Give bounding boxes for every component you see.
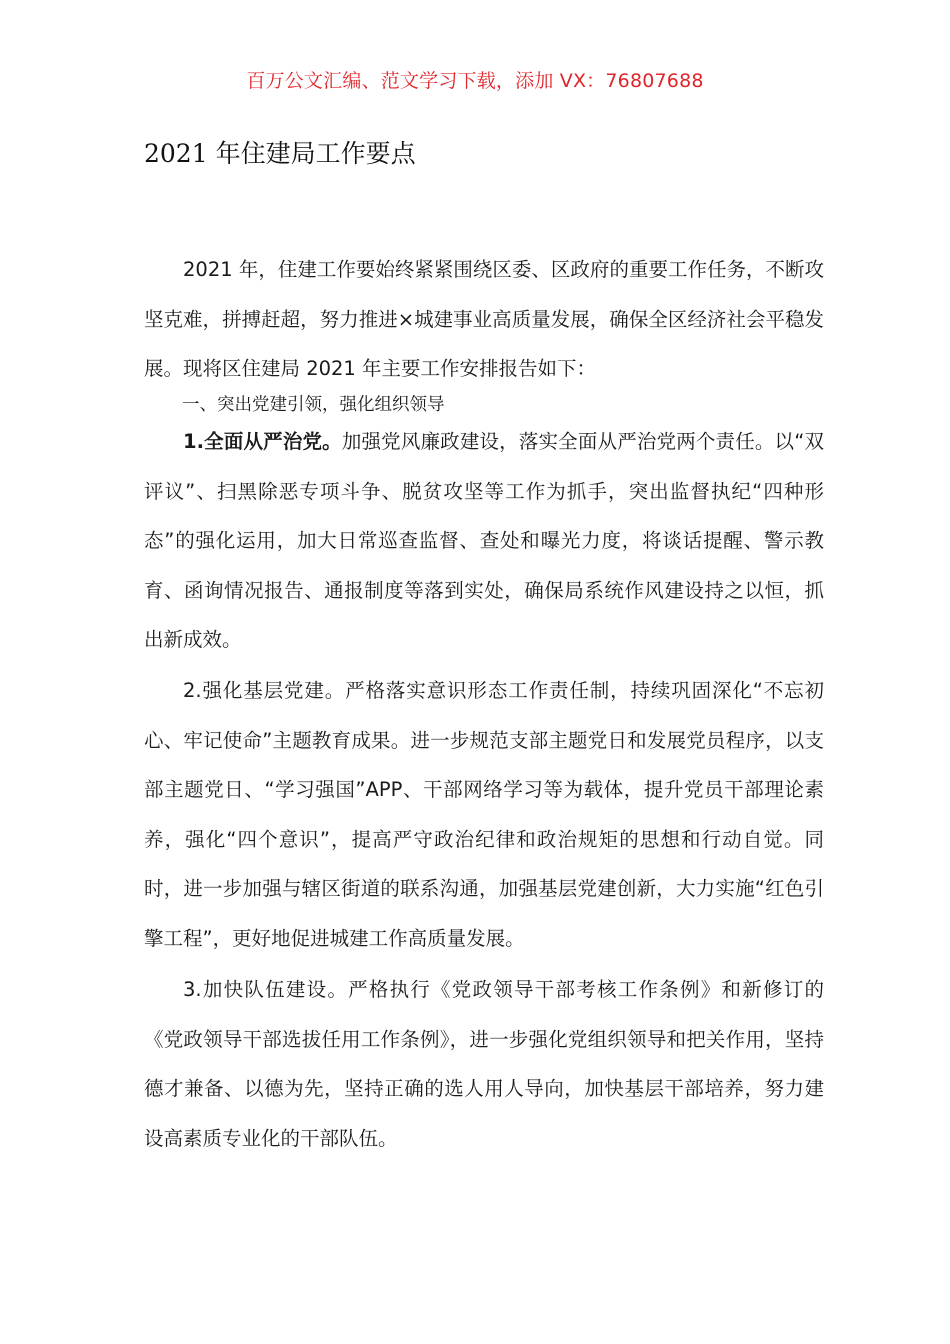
paragraph-body: 严格执行《党政领导干部考核工作条例》和新修订的《党政领导干部选拔任用工作条例》，进一步强化党组织领导和把关作用，坚持德才兼备、以德为先，坚持正确的选人用人导向，加快基层干部培养，努力建设高素质专业化的干部队伍。 (144, 978, 824, 1150)
document-title: 2021 年住建局工作要点 (144, 139, 416, 168)
paragraph-lead: 3.加快队伍建设。 (183, 978, 349, 1001)
paragraph-body: 严格落实意识形态工作责任制，持续巩固深化“不忘初心、牢记使命”主题教育成果。进一步规范支部主题党日和发展党员程序，以支部主题党日、“学习强国”APP、干部网络学习等为载体，提升党员干部理论素养，强化“四个意识”，提高严守政治纪律和政治规矩的思想和行动自觉。同时，进一步加强与辖区街道的联系沟通，加强基层党建创新，大力实施“红色引擎工程”，更好地促进城建工作高质量发展。 (144, 679, 824, 950)
promo-banner: 百万公文汇编、范文学习下载，添加 VX：76807688 (246, 70, 704, 92)
paragraph-lead: 2.强化基层党建。 (183, 679, 346, 702)
paragraph-body: 加强党风廉政建设，落实全面从严治党两个责任。以“双评议”、扫黑除恶专项斗争、脱贫攻坚等工作为抓手，突出监督执纪“四种形态”的强化运用，加大日常巡查监督、查处和曝光力度，将谈话提醒、警示教育、函询情况报告、通报制度等落到实处，确保局系统作风建设持之以恒，抓出新成效。 (144, 430, 824, 652)
paragraph-2 (144, 666, 824, 964)
section-heading: 一、突出党建引领，强化组织领导 (182, 395, 445, 415)
paragraph-3 (144, 965, 824, 1163)
paragraph-lead: 1.全面从严治党。 (183, 430, 342, 453)
intro-paragraph: 2021 年，住建工作要始终紧紧围绕区委、区政府的重要工作任务，不断攻坚克难，拼搏赶超，努力推进×城建事业高质量发展，确保全区经济社会平稳发展。现将区住建局 2021 年主要工作安排报告如下： (144, 258, 824, 381)
paragraph-1 (144, 417, 824, 665)
